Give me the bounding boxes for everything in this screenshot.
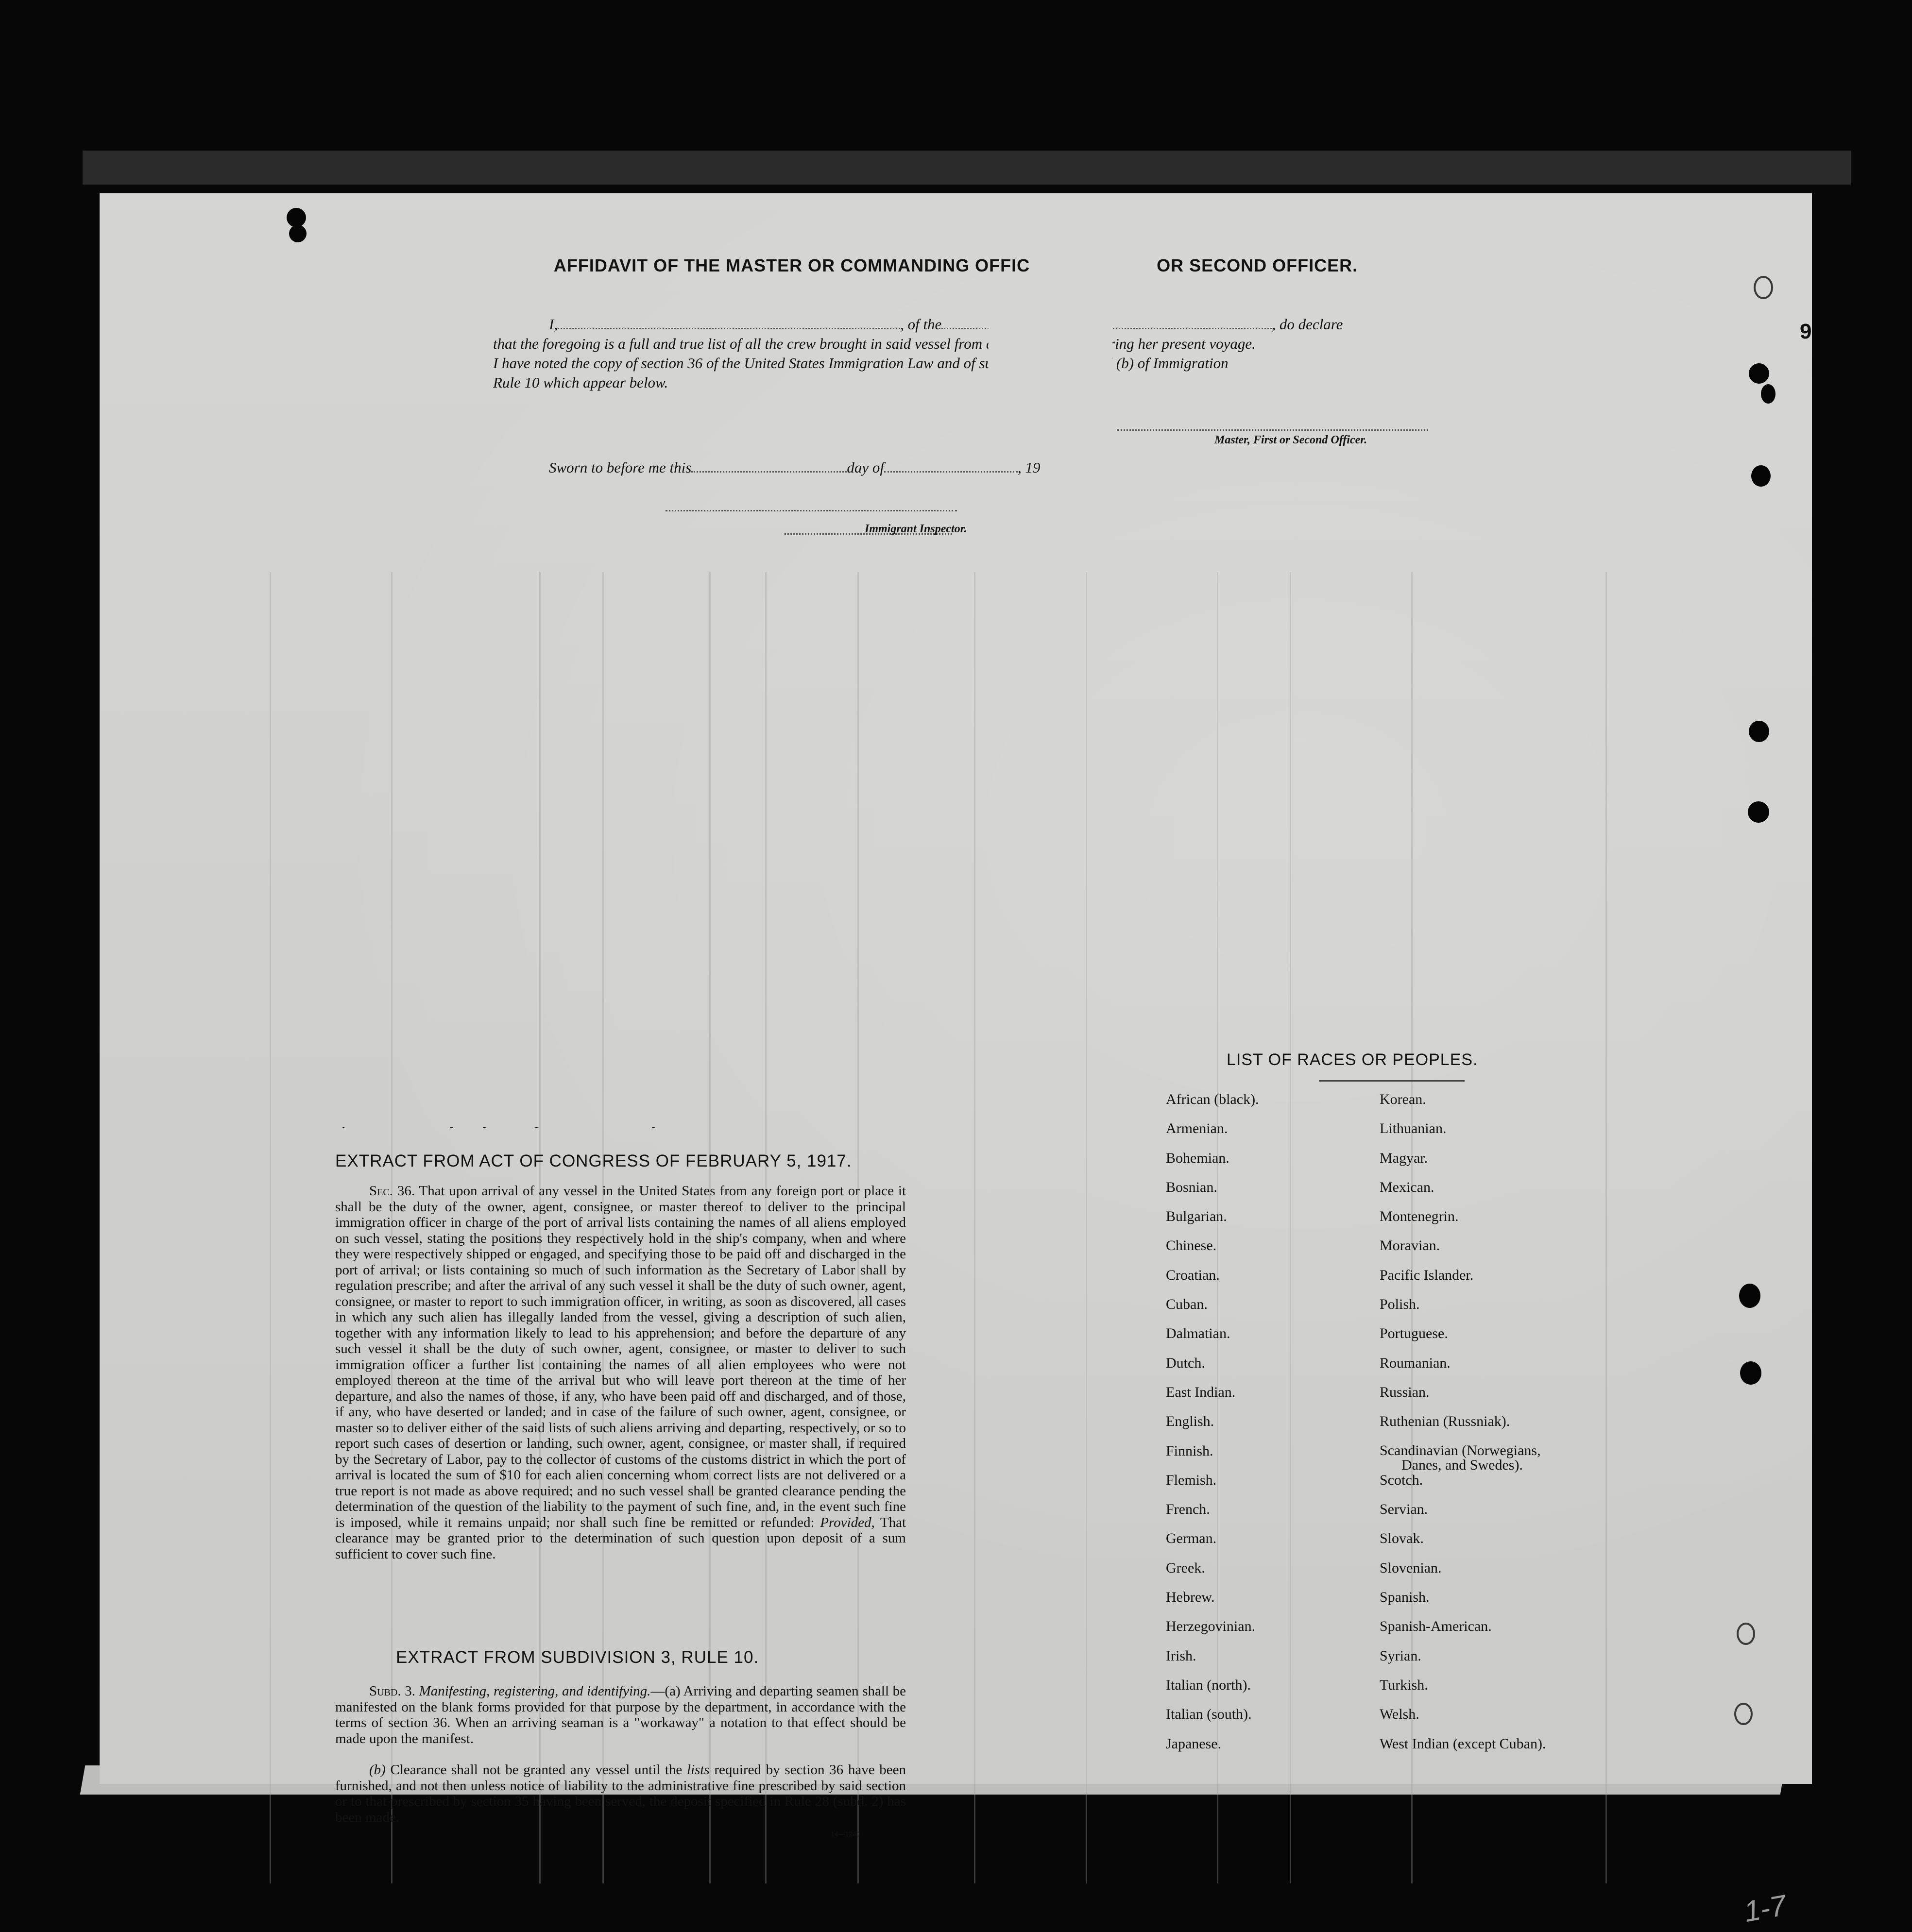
race-item: Bosnian.: [1166, 1179, 1217, 1195]
race-item: Slovenian.: [1380, 1559, 1442, 1576]
manifest-page: [100, 193, 1812, 1838]
race-item: Servian.: [1380, 1501, 1428, 1518]
margin-digit: 9: [1800, 320, 1812, 343]
binder-hole-open: [1754, 276, 1773, 299]
binder-hole: [1761, 384, 1775, 404]
race-item: Korean.: [1380, 1091, 1426, 1107]
race-item: Greek.: [1166, 1559, 1205, 1576]
race-item: Herzegovinian.: [1166, 1618, 1256, 1635]
inspector-caption: Immigrant Inspector.: [865, 523, 967, 535]
race-item: Pacific Islander.: [1380, 1267, 1474, 1283]
race-item: Hebrew.: [1166, 1589, 1215, 1606]
binder-hole: [287, 208, 306, 227]
race-item: Magyar.: [1380, 1150, 1428, 1166]
race-item: African (black).: [1166, 1091, 1259, 1107]
binder-hole: [1739, 1284, 1760, 1308]
notice-title: IMPORTANT NOTICE TO MASTER.: [450, 1030, 739, 1049]
race-item: Italian (south).: [1166, 1706, 1252, 1723]
inspector-line-upper: [666, 510, 957, 511]
race-item: German.: [1166, 1530, 1217, 1547]
race-item: Polish.: [1380, 1296, 1420, 1313]
race-item: English.: [1166, 1413, 1214, 1430]
race-item: Croatian.: [1166, 1267, 1220, 1283]
race-item: Lithuanian.: [1380, 1120, 1447, 1137]
race-item: Flemish.: [1166, 1472, 1217, 1488]
race-item: Dutch.: [1166, 1355, 1205, 1371]
scan-frame-top: [83, 151, 1851, 185]
extract-act-text: Sec. 36. That upon arrival of any vessel in the United States from any foreign port or place it shall be the duty of the owner, agent, consignee, or master thereof to deliver to the principal immigration officer in charge of the port of arrival lists containing the names of all aliens employed on such vessel, stating the positions they respectively hold in the ship's company, when and where they were respectively shipped or engaged, and specifying those to be paid off and discharged in the port of arrival; or lists containing so much of such information as the Secretary of Labor shall by regulation prescribe; and after the arrival of any such vessel it shall be the duty of such owner, agent, consignee, or master to report to such immigration officer, in writing, as soon as discovered, all cases in which any such alien has illegally landed from the vessel, giving a description of such alien, together with any information likely to lead to his apprehension; and before the departure of any such vessel it shall be the duty of such owner, agent, consignee, or master to deliver to such immigration officer a further list containing the names of all alien employees who were not employed thereon at the time of the arrival but who will leave port thereon at the time of her departure, and also the names of those, if any, who have been paid off and discharged, and of those, if any, who have deserted or landed; and in case of the failure of such owner, agent, consignee, or master so to deliver either of the said lists of such aliens arriving and departing, respectively, or so to report such cases of desertion or landing, such owner, agent, consignee, or master shall, if required by the Secretary of Labor, pay to the collector of customs of the customs district in which the port of arrival is located the sum of $10 for each alien concerning whom correct lists are not delivered or a true report is not made as above required; and no such vessel shall be granted clearance pending the determination of the question of the liability to the payment of such fine, and, in the event such fine is imposed, while it remains unpaid; nor shall such fine be remitted or refunded: Provided, That clearance may be granted prior to the determination of such question upon deposit of a sum sufficient to cover such fine.: [335, 1183, 906, 1562]
race-item: Italian (north).: [1166, 1677, 1251, 1693]
signature-caption: Master, First or Second Officer.: [1214, 434, 1367, 446]
binder-hole: [1751, 465, 1771, 487]
race-item: Welsh.: [1380, 1706, 1419, 1723]
extract-act-title: EXTRACT FROM ACT OF CONGRESS OF FEBRUARY 5, 1917.: [335, 1152, 852, 1170]
race-item: Turkish.: [1380, 1677, 1428, 1693]
race-item: Ruthenian (Russniak).: [1380, 1413, 1510, 1430]
binder-hole: [1740, 1361, 1761, 1385]
race-item-scandinavian: Scandinavian (Norwegians, Danes, and Swedes).: [1380, 1442, 1541, 1473]
race-item: Portuguese.: [1380, 1325, 1448, 1342]
race-item: Montenegrin.: [1380, 1208, 1459, 1225]
races-title: LIST OF RACES OR PEOPLES.: [1227, 1051, 1478, 1069]
race-item: Cuban.: [1166, 1296, 1208, 1313]
affidavit-text-line-4: Rule 10 which appear below.: [493, 374, 668, 391]
race-item: Irish.: [1166, 1647, 1196, 1664]
binder-hole: [289, 225, 307, 242]
race-item: Roumanian.: [1380, 1355, 1451, 1371]
race-item: West Indian (except Cuban).: [1380, 1735, 1546, 1752]
race-item: Bulgarian.: [1166, 1208, 1227, 1225]
sworn-line: Sworn to before me this day of , 19: [549, 459, 1041, 476]
extract-rule-para-b: (b) Clearance shall not be granted any vessel until the lists required by section 36 have been furnished, and not then unless notice of liability to the administrative fine prescribed by said section or to that prescribed by section 35 having been served, the deposit specified in Rule 28 (subd. 2) has been made.: [335, 1762, 906, 1825]
races-title-rule: [1319, 1080, 1465, 1082]
binder-hole: [1748, 801, 1769, 823]
race-item: Syrian.: [1380, 1647, 1421, 1664]
affidavit-title: AFFIDAVIT OF THE MASTER OR COMMANDING OFFICER, OR FIRST OR SECOND OFFICER.: [553, 255, 1358, 275]
notice-text: The list described below shall be prepared and ready for delivery to the immigration inspector boarding the vessel at the port of arrival, and shall in no instance be taken from the vessel. The list of changes of alien members of crews (Form 689) shall not be retained on board, but shall be delivered by the master to the principal immigration officer at the port.: [335, 1065, 906, 1128]
binder-hole-open: [1737, 1623, 1755, 1645]
race-item: Chinese.: [1166, 1237, 1217, 1254]
binder-hole-open: [1734, 1703, 1753, 1725]
race-item: Russian.: [1380, 1384, 1430, 1400]
affidavit-declaration-line: I, , of the , do declare: [549, 316, 1343, 333]
races-right-column: [1380, 1092, 1546, 1765]
signature-line: [1117, 429, 1428, 431]
race-item: Mexican.: [1380, 1179, 1434, 1195]
form-number: 14—1240: [831, 1830, 860, 1838]
race-item: Spanish.: [1380, 1589, 1430, 1606]
race-item: Japanese.: [1166, 1735, 1222, 1752]
race-item: Slovak.: [1380, 1530, 1424, 1547]
race-item: Bohemian.: [1166, 1150, 1229, 1166]
margin-scrawl: 1-7: [1741, 1888, 1789, 1929]
binder-hole: [1749, 363, 1769, 384]
race-item: French.: [1166, 1501, 1210, 1518]
extract-rule-para-a: Subd. 3. Manifesting, registering, and identifying.—(a) Arriving and departing seamen shall be manifested on the blank forms provided for that purpose by the department, in accordance with the terms of section 36. When an arriving seaman is a "workaway" a notation to that effect should be made upon the manifest.: [335, 1683, 906, 1746]
race-item: Finnish.: [1166, 1442, 1213, 1459]
race-item: East Indian.: [1166, 1384, 1236, 1400]
race-item: Scotch.: [1380, 1472, 1423, 1488]
extract-rule-title: EXTRACT FROM SUBDIVISION 3, RULE 10.: [396, 1648, 759, 1667]
affidavit-text-line-3: I have noted the copy of section 36 of the United States Immigration Law and of subdivisions 3 (a) and (b) of Immigration: [493, 355, 1229, 372]
binder-hole: [1749, 721, 1769, 742]
race-item: Moravian.: [1380, 1237, 1440, 1254]
race-item: Armenian.: [1166, 1120, 1228, 1137]
races-left-column: [1166, 1092, 1259, 1765]
race-item: Spanish-American.: [1380, 1618, 1492, 1635]
affidavit-text-line-2: that the foregoing is a full and true list of all the crew brought in said vessel from any port or place during her present voyage.: [493, 335, 1256, 352]
race-item: Dalmatian.: [1166, 1325, 1230, 1342]
